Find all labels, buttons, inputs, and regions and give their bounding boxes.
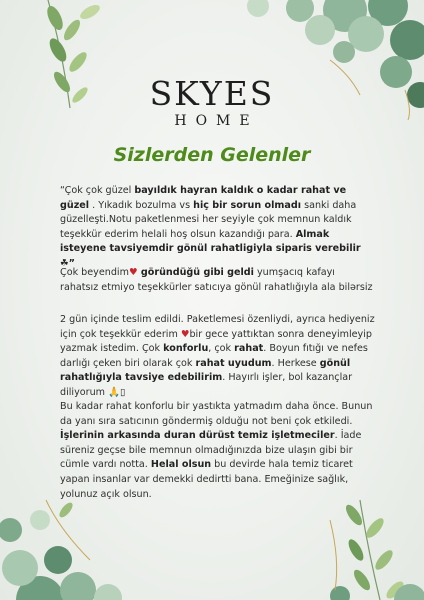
brand-logo-sub: HOME (174, 113, 259, 129)
review-text-segment: göründüğü gibi geldi (137, 267, 254, 278)
review-text-segment: . Hayırlı işler, bol kazançlar diliyorum 🙏▯ (60, 372, 353, 398)
review-item-2 (60, 266, 376, 295)
review-text-segment: bir gece yattıktan sonra deneyimleyip yazmak istedim. Çok (60, 328, 372, 355)
review-text-segment: rahat (234, 343, 264, 355)
review-text-segment: Çok beyendim (60, 267, 129, 278)
review-text-segment: Almak isteyene tavsiyemdir gönül rahatligiyla siparis verebilir (60, 228, 361, 255)
review-text-segment: “Çok çok güzel (60, 185, 135, 196)
review-text-segment: . Boyun fıtığı ve nefes darlığı çeken biri olarak çok (60, 343, 368, 369)
review-text-segment: bayıldık hayran kaldık o kadar rahat ve güzel (60, 185, 347, 211)
review-text-segment: hiç bir sorun olmadı (193, 199, 302, 211)
review-text-segment: bu devirde hala temiz ticaret yapan insanlar var demekki dedirtti bana. Emeğinize sağlık, yolunuz açık olsun. (60, 459, 353, 500)
review-text-segment: . Yıkadık bozulma vs (89, 199, 194, 211)
review-item-3 (60, 313, 376, 401)
review-text-segment: Bu kadar rahat konforlu bir yastıkta yatmadım daha önce. Bunun da yanı sıra satıcının göndermiş olduğu not beni çok etkiledi. (60, 401, 373, 427)
brand-logo-name: SKYES (149, 74, 275, 113)
review-text-segment: , çok (208, 343, 235, 355)
review-text-segment: . İade süreniz geçse bile memnun olmadığınızda bize ulaşın gibi bir cümle vardı notta. (60, 430, 362, 471)
review-text-segment: rahat uyudum (195, 357, 272, 369)
review-text-segment: Helal olsun (150, 459, 212, 471)
review-text-segment: ♥ (180, 328, 190, 340)
review-text-segment: ☘” (60, 257, 75, 269)
review-text-segment: 2 gün içinde teslim edildi. Paketlemesi özenliydi, ayrıca hediyeniz için çok teşekkür ederim (60, 314, 375, 340)
review-item-1 (60, 184, 376, 272)
review-item-4 (60, 400, 376, 502)
review-text-segment: . Herkese (271, 357, 320, 369)
review-text-segment: konforlu (163, 343, 209, 355)
page-title: Sizlerden Gelenler (113, 144, 311, 166)
review-text-segment: sanki daha güzelleşti.Notu paketlenmesi her seyiyle çok memnun kaldık teşekkür ederim helali hoş olsun kazandığı para. (60, 199, 357, 240)
review-text-segment: gönül rahatlığıyla tavsiye edebilirim (60, 357, 351, 384)
review-text-segment: İşlerinin arkasında duran dürüst temiz işletmeciler (60, 430, 335, 442)
review-text-segment: ♥ (128, 267, 138, 278)
review-text-segment: yumşacıq kafayı rahatsız etmiyo teşekkürler satıcıya gönül rahatlığıyla ala bilərsiz (60, 267, 373, 293)
